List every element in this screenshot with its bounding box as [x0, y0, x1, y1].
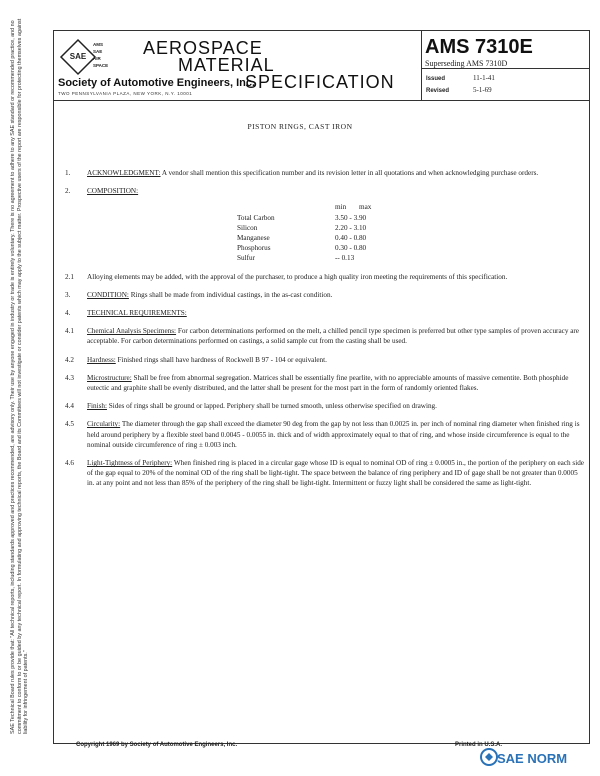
svg-text:SAE: SAE	[69, 52, 87, 61]
element-range: 0.40 - 0.80	[335, 234, 367, 243]
logo-text	[93, 41, 108, 69]
section-text: When finished ring is placed in a circular gage whose ID is equal to nominal OD of ring ± 0.0005 in., the portion of the periphery on each side of the gap equal to 20% of the nominal OD of the ring shall be light-tight. The space between the balance of ring periphery and ID of gage shall be not greater than 0.0005 in. at any point and not less than 85% of the periphery of the ring shall be light-tight. Intermittent or fuzzy light shall be considered the same as light-tight.	[87, 459, 584, 488]
logo-text-line: SAE	[93, 49, 103, 54]
society-address: TWO PENNSYLVANIA PLAZA, NEW YORK, N.Y. 10001	[58, 91, 193, 96]
section-heading: COMPOSITION:	[87, 187, 139, 196]
section-2-1	[57, 272, 585, 282]
section-number: 1.	[65, 169, 71, 177]
section-heading: Microstructure:	[87, 373, 132, 382]
section-heading: Circularity:	[87, 420, 121, 429]
section-heading: CONDITION:	[87, 290, 129, 299]
sae-disclaimer-sidebar: SAE Technical Board rules provide that: "All technical reports, including standards approved and practices recommended, are advisory only. Their use by anyone engaged in industry or trade is entirely voluntary. There is no agreement to adhere to any SAE standard or recommended practice, and no commitment to conform to or be guided by any technical report. In formulating and approving technical reports, the Board and its Committees will not investigate or consider patents which may apply to the subject matter. Prospective users of the report are responsible for protecting themselves against liability for infringement of patents."	[10, 18, 30, 734]
element-range: 2.20 - 3.10	[335, 223, 367, 232]
printed-notice: Printed in U.S.A.	[455, 742, 503, 748]
section-number: 4.6	[65, 459, 74, 468]
section-4-3	[57, 373, 585, 393]
composition-row	[237, 223, 417, 233]
section-text: Alloying elements may be added, with the approval of the purchaser, to produce a high quality iron meeting the requirements of this specification.	[87, 272, 508, 281]
section-text: Sides of rings shall be ground or lapped. Periphery shall be turned smooth, unless otherwise specified on drawing.	[108, 402, 437, 411]
section-4-5	[57, 419, 585, 450]
element-range: -- 0.13	[335, 254, 355, 263]
section-text: Shall be free from abnormal segregation. Matrices shall be essentially fine pearlite, with no appreciable amounts of massive cementite. Both phosphide eutectic and graphite shall be evenly distributed, and the latter shall be present for the most part in the form of randomly oriented flakes.	[87, 373, 569, 393]
section-4-6	[57, 458, 585, 489]
section-number: 4.3	[65, 373, 74, 382]
section-4-1	[57, 326, 585, 346]
section-number: 4.	[65, 309, 71, 318]
section-4-4	[57, 401, 585, 411]
section-heading: TECHNICAL REQUIREMENTS:	[87, 309, 187, 318]
element-name: Silicon	[237, 223, 258, 232]
document-title: PISTON RINGS, CAST IRON	[247, 122, 353, 131]
spec-number: AMS 7310E	[425, 36, 533, 58]
element-name: Manganese	[237, 234, 270, 243]
header-line-material: MATERIAL	[178, 55, 275, 75]
col-max: max	[359, 203, 372, 212]
logo-text-line: SPACE	[93, 63, 109, 68]
watermark-logo-icon	[480, 748, 498, 766]
section-text: Finished rings shall have hardness of Rockwell B 97 - 104 or equivalent.	[117, 355, 327, 364]
header-line-aerospace: AEROSPACE	[143, 38, 263, 58]
composition-header	[237, 202, 417, 212]
composition-row	[237, 233, 417, 243]
revised-date: 5-1-69	[473, 86, 492, 94]
society-name: Society of Automotive Engineers, Inc.	[58, 77, 256, 89]
superseding-note: Superseding AMS 7310D	[425, 59, 508, 68]
section-4-2	[57, 355, 585, 365]
header-vertical-divider	[421, 30, 422, 101]
section-number: 4.2	[65, 355, 74, 364]
issued-label: Issued	[426, 76, 446, 82]
section-number: 2.	[65, 187, 71, 196]
header-line-specification: SPECIFICATION	[245, 72, 395, 92]
element-range: 3.50 - 3.90	[335, 213, 367, 222]
section-1	[57, 168, 585, 178]
composition-row	[237, 253, 417, 263]
watermark-text: SAE NORM	[497, 751, 568, 766]
section-number: 2.1	[65, 272, 74, 281]
element-name: Sulfur	[237, 254, 255, 263]
copyright-notice: Copyright 1969 by Society of Automotive Engineers, Inc.	[76, 742, 238, 748]
element-name: Total Carbon	[237, 213, 275, 222]
composition-table	[237, 202, 417, 263]
section-text: A vendor shall mention this specification number and its revision letter in all quotations and when acknowledging purchase orders.	[161, 169, 539, 177]
composition-row	[237, 243, 417, 253]
revised-label: Revised	[426, 88, 450, 94]
section-heading: ACKNOWLEDGMENT:	[87, 169, 161, 177]
section-text: The diameter through the gap shall exceed the diameter 90 deg from the gap by not less than 0.0025 in. per inch of nominal ring diameter when finished ring is held around periphery by a flexible steel band 0.0045 - 0.0055 in. thick and of width approximately equal to that of ring, and whose inside circumference is equal to the nominal outside circumference of ring ± 0.003 inch.	[87, 420, 580, 449]
spec-box-divider	[421, 68, 590, 69]
logo-text-line: AIR	[93, 56, 101, 61]
element-name: Phosphorus	[237, 244, 271, 253]
section-number: 4.1	[65, 327, 74, 336]
issued-date: 11-1-41	[473, 74, 495, 82]
section-text: Rings shall be made from individual castings, in the as-cast condition.	[130, 290, 333, 299]
sae-logo-icon	[59, 38, 97, 76]
col-min: min	[335, 203, 347, 212]
logo-text-line: AMS	[93, 42, 103, 47]
section-number: 4.4	[65, 402, 74, 411]
section-number: 4.5	[65, 420, 74, 429]
header-divider	[53, 100, 590, 101]
section-heading: Light-Tightness of Periphery:	[87, 459, 173, 468]
section-4	[57, 308, 585, 318]
composition-row	[237, 213, 417, 223]
section-3	[57, 290, 585, 300]
section-heading: Finish:	[87, 402, 107, 411]
section-2	[57, 186, 585, 263]
element-range: 0.30 - 0.80	[335, 244, 367, 253]
document-body	[57, 168, 585, 497]
section-heading: Hardness:	[87, 355, 116, 364]
section-number: 3.	[65, 290, 71, 299]
issue-dates	[426, 73, 495, 97]
section-heading: Chemical Analysis Specimens:	[87, 327, 177, 336]
section-text: For carbon determinations performed on the melt, a chilled pencil type specimen is preferred but other type samples of proven accuracy are acceptable. For carbon determinations performed on castings, a solid sample cut from the casting shall be used.	[87, 327, 579, 346]
